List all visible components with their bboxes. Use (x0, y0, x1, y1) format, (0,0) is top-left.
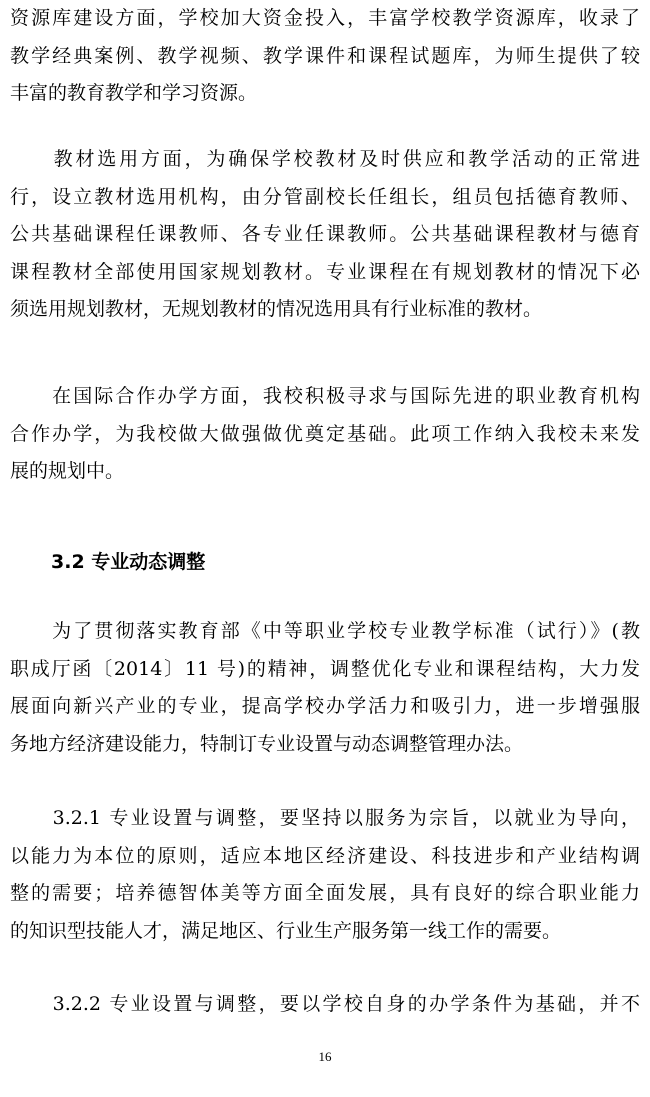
text-line: 行，设立教材选用机构，由分管副校长任组长，组员包括德育教师、 (10, 185, 640, 208)
text-line: 公共基础课程任课教师、各专业任课教师。公共基础课程教材与德育 (10, 223, 640, 245)
section-heading: 3.2 专业动态调整 (51, 551, 206, 573)
paragraph-textbook-selection (10, 141, 640, 329)
text-line: 3.2.2 专业设置与调整，要以学校自身的办学条件为基础，并不 (10, 993, 640, 1015)
text-line: 3.2.1 专业设置与调整，要坚持以服务为宗旨，以就业为导向， (10, 807, 640, 829)
page-number: 16 (318, 1049, 332, 1064)
text-line: 务地方经济建设能力，特制订专业设置与动态调整管理办法。 (10, 732, 524, 755)
text-line: 的知识型技能人才，满足地区、行业生产服务第一线工作的需要。 (10, 919, 562, 942)
text-line: 丰富的教育教学和学习资源。 (10, 82, 258, 104)
text-line: 教学经典案例、教学视频、教学课件和课程试题库，为师生提供了较 (10, 44, 640, 67)
text-line: 合作办学，为我校做大做强做优奠定基础。此项工作纳入我校未来发 (10, 422, 640, 445)
text-line: 整的需要；培养德智体美等方面全面发展，具有良好的综合职业能力 (10, 882, 640, 904)
text-line: 教材选用方面，为确保学校教材及时供应和教学活动的正常进 (10, 148, 640, 170)
text-line: 展面向新兴产业的专业，提高学校办学活力和吸引力，进一步增强服 (10, 695, 640, 717)
paragraph-3-2-1 (10, 800, 640, 950)
text-line: 展的规划中。 (10, 460, 125, 482)
text-line: 职成厅函〔2014〕11 号)的精神，调整优化专业和课程结构，大力发 (10, 657, 640, 680)
text-line: 为了贯彻落实教育部《中等职业学校专业教学标准（试行）》(教 (10, 620, 640, 642)
paragraph-policy-implementation (10, 613, 640, 763)
paragraph-resource-library (10, 0, 640, 113)
text-line: 以能力为本位的原则，适应本地区经济建设、科技进步和产业结构调 (10, 844, 640, 867)
text-line: 资源库建设方面，学校加大资金投入，丰富学校教学资源库，收录了 (10, 7, 640, 29)
text-line: 在国际合作办学方面，我校积极寻求与国际先进的职业教育机构 (10, 385, 640, 407)
text-line: 课程教材全部使用国家规划教材。专业课程在有规划教材的情况下必 (10, 260, 640, 283)
text-line: 须选用规划教材，无规划教材的情况选用具有行业标准的教材。 (10, 298, 543, 320)
paragraph-3-2-2 (10, 986, 640, 1024)
paragraph-international-cooperation (10, 378, 640, 491)
